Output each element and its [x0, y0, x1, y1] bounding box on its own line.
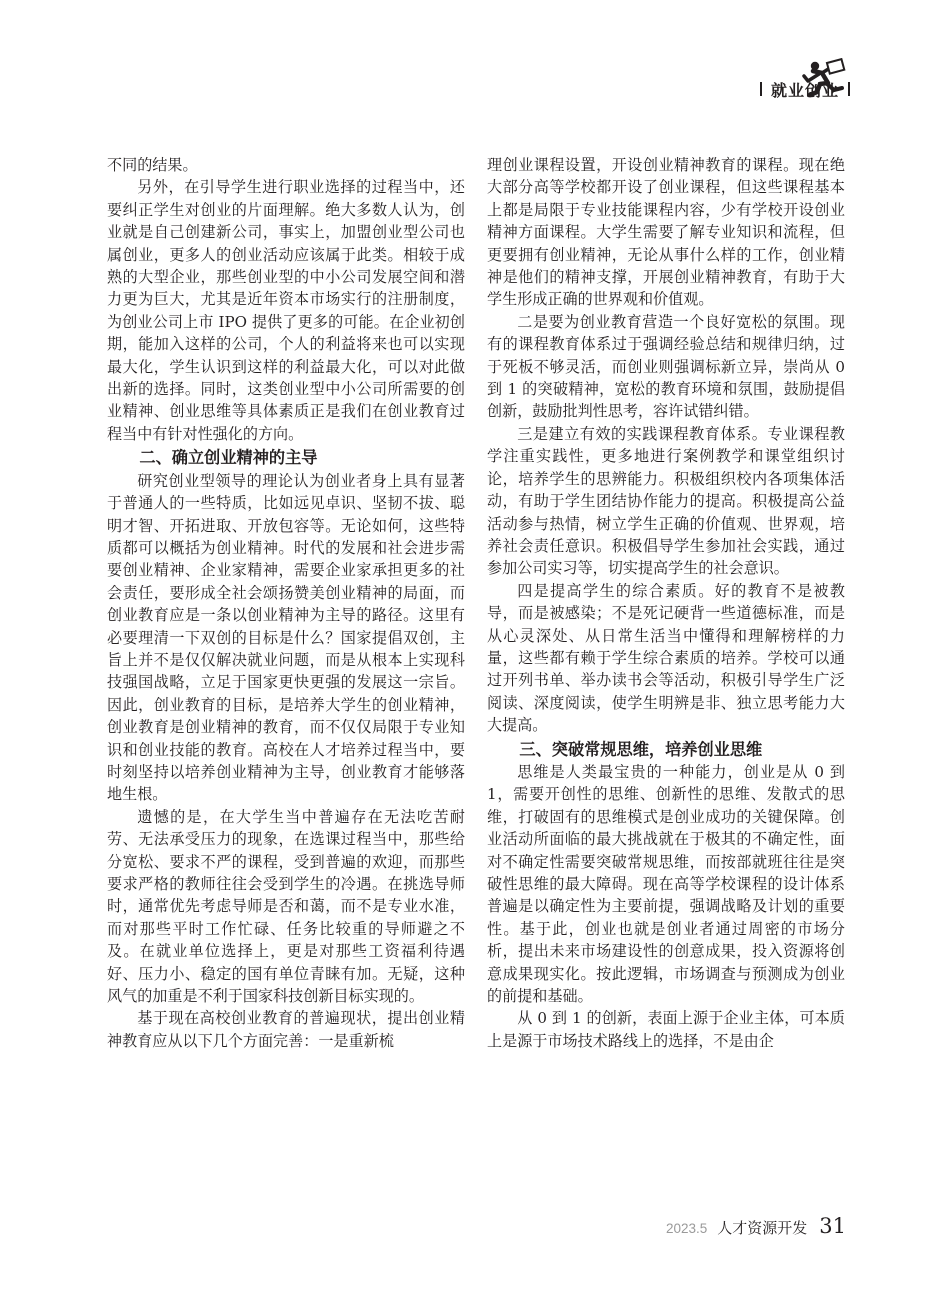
header-divider-right: [848, 82, 850, 96]
paragraph: 四是提高学生的综合素质。好的教育不是被教导，而是被感染；不是死记硬背一些道德标准，而是从心灵深处、从日常生活当中懂得和理解榜样的力量，这些都有赖于学生综合素质的培养。学校可以通过开列书单、举办读书会等活动，积极引导学生广泛阅读、深度阅读，使学生明辨是非、独立思考能力大大提高。: [487, 581, 845, 735]
paragraph: 不同的结果。: [107, 156, 198, 174]
section-heading: 三、突破常规思维，培养创业思维: [519, 739, 763, 759]
paragraph: 研究创业型领导的理论认为创业者身上具有显著于普通人的一些特质，比如远见卓识、坚韧不拔、聪明才智、开拓进取、开放包容等。无论如何，这些特质都可以概括为创业精神。时代的发展和社会进步需要创业精神、企业家精神，需要企业家承担更多的社会责任，要形成全社会颂扬赞美创业精神的局面，而创业教育应是一条以创业精神为主导的路径。这里有必要理清一下双创的目标是什么？国家提倡双创，主旨上并不是仅仅解决就业问题，而是从根本上实现科技强国战略，立足于国家更快更强的发展这一宗旨。因此，创业教育的目标，是培养大学生的创业精神，创业教育是创业精神的教育，而不仅仅局限于专业知识和创业技能的教育。高校在人才培养过程当中，要时刻坚持以培养创业精神为主导，创业教育才能够落地生根。: [107, 471, 465, 804]
paragraph: 二是要为创业教育营造一个良好宽松的氛围。现有的课程教育体系过于强调经验总结和规律归纳，过于死板不够灵活，而创业则强调标新立异，崇尚从 0 到 1 的突破精神，宽松的教育环境和氛围，鼓励提倡创新，鼓励批判性思考，容许试错纠错。: [487, 312, 845, 421]
right-column: [487, 154, 845, 1052]
left-column: [107, 154, 465, 1052]
paragraph: 遗憾的是，在大学生当中普遍存在无法吃苦耐劳、无法承受压力的现象，在选课过程当中，那些给分宽松、要求不严的课程，受到普遍的欢迎，而那些要求严格的教师往往会受到学生的冷遇。在挑选导师时，通常优先考虑导师是否和蔼，而不是专业水准，而对那些平时工作忙碌、任务比较重的导师避之不及。在就业单位选择上，更是对那些工资福利待遇好、压力小、稳定的国有单位青睐有加。无疑，这种风气的加重是不利于国家科技创新目标实现的。: [107, 807, 465, 1006]
paragraph: 基于现在高校创业教育的普遍现状，提出创业精神教育应从以下几个方面完善：一是重新梳: [107, 1009, 465, 1050]
paragraph: 思维是人类最宝贵的一种能力，创业是从 0 到 1，需要开创性的思维、创新性的思维、发散式的思维，打破固有的思维模式是创业成功的关键保障。创业活动所面临的最大挑战就在于极其的不确定性，面对不确定性需要突破常规思维，而按部就班往往是突破性思维的最大障碍。现在高等学校课程的设计体系普遍是以确定性为主要前提，强调战略及计划的重要性。基于此，创业也就是创业者通过周密的市场分析，提出未来市场建设性的创意成果，投入资源将创意成果现实化。按此逻辑，市场调查与预测成为创业的前提和基础。: [487, 762, 845, 1006]
paragraph: 三是建立有效的实践课程教育体系。专业课程教学注重实践性，更多地进行案例教学和课堂组织讨论，培养学生的思辨能力。积极组织校内各项集体活动，有助于学生团结协作能力的提高。积极提高公益活动参与热情，树立学生正确的价值观、世界观，培养社会责任意识。积极倡导学生参加社会实践，通过参加公司实习等，切实提高学生的社会意识。: [487, 424, 845, 578]
page-footer: [666, 1214, 846, 1238]
journal-title: 人才资源开发: [717, 1219, 808, 1237]
page-number: 31: [819, 1214, 846, 1238]
paragraph: 理创业课程设置，开设创业精神教育的课程。现在绝大部分高等学校都开设了创业课程，但这些课程基本上都是局限于专业技能课程内容，少有学校开设创业精神方面课程。大学生需要了解专业知识和流程，但更要拥有创业精神，无论从事什么样的工作，创业精神是他们的精神支撑，开展创业精神教育，有助于大学生形成正确的世界观和价值观。: [487, 156, 845, 309]
paragraph: 从 0 到 1 的创新，表面上源于企业主体，可本质上是源于市场技术路线上的选择，不是由企: [487, 1009, 845, 1050]
section-heading: 二、确立创业精神的主导: [139, 448, 318, 468]
issue-date: 2023.5: [665, 1221, 708, 1236]
section-label: 就业创业: [770, 80, 839, 100]
paragraph: 另外，在引导学生进行职业选择的过程当中，还要纠正学生对创业的片面理解。绝大多数人认为，创业就是自己创建新公司，事实上，加盟创业型公司也属创业，更多人的创业活动应该属于此类。相较于成熟的大型企业，那些创业型的中小公司发展空间和潜力更为巨大，尤其是近年资本市场实行的注册制度，为创业公司上市 IPO 提供了更多的可能。在企业初创期，能加入这样的公司，个人的利益将来也可以实现最大化，学生认识到这样的利益最大化，可以对此做出新的选择。同时，这类创业型中小公司所需要的创业精神、创业思维等具体素质正是我们在创业教育过程当中有针对性强化的方向。: [107, 178, 465, 443]
running-figure-icon: [798, 58, 848, 102]
header-divider-left: [760, 82, 762, 96]
